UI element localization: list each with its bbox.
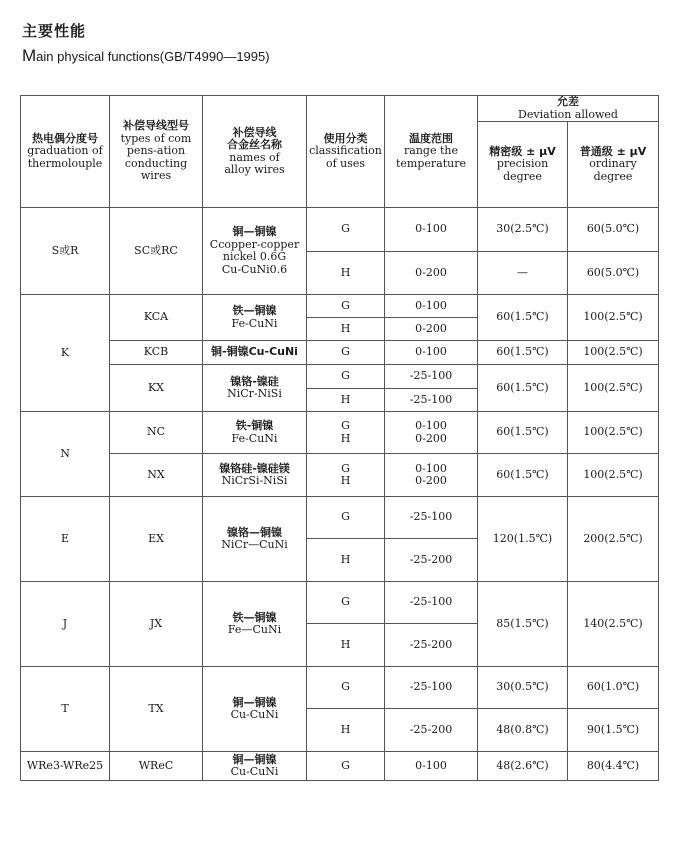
alloy-name-cell: 铁—铜镍 Fe-CuNi xyxy=(203,295,307,341)
title-en-capital: M xyxy=(22,46,37,65)
range-cell: -25-200 xyxy=(385,709,478,752)
alloy-name-cell: 镍铬—铜镍 NiCr—CuNi xyxy=(203,497,307,582)
ordinary-cell: 100(2.5℃) xyxy=(568,295,659,341)
type-cell: KCB xyxy=(110,341,203,365)
precision-cell: 60(1.5℃) xyxy=(478,412,568,454)
alloy-name-cell: 铁-铜镍 Fe-CuNi xyxy=(203,412,307,454)
ordinary-cell: 90(1.5℃) xyxy=(568,709,659,752)
header-names: 补偿导线 合金丝名称 names of alloy wires xyxy=(203,96,307,208)
graduation-cell: J xyxy=(21,582,110,667)
ordinary-cell: 100(2.5℃) xyxy=(568,365,659,412)
precision-cell: 30(2.5℃) xyxy=(478,208,568,252)
range-cell: -25-100 xyxy=(385,389,478,412)
alloy-name-cell: 镍铬硅-镍硅镁 NiCrSi-NiSi xyxy=(203,454,307,497)
range-cell: -25-100 xyxy=(385,365,478,389)
class-cell: G xyxy=(307,341,385,365)
precision-cell: 48(2.6℃) xyxy=(478,752,568,781)
ordinary-cell: 60(5.0℃) xyxy=(568,252,659,295)
class-cell: H xyxy=(307,539,385,582)
range-cell: 0-100 xyxy=(385,752,478,781)
range-cell: -25-200 xyxy=(385,539,478,582)
class-cell: G H xyxy=(307,412,385,454)
range-cell: 0-200 xyxy=(385,252,478,295)
table-row xyxy=(21,667,659,709)
ordinary-cell: 80(4.4℃) xyxy=(568,752,659,781)
table-row xyxy=(21,341,659,365)
header-classification: 使用分类 classification of uses xyxy=(307,96,385,208)
alloy-name-cell: 镍铬-镍硅 NiCr-NiSi xyxy=(203,365,307,412)
type-cell: NC xyxy=(110,412,203,454)
precision-cell: 60(1.5℃) xyxy=(478,365,568,412)
precision-cell: 30(0.5℃) xyxy=(478,667,568,709)
alloy-name-cell: 铜—铜镍 Cu-CuNi xyxy=(203,667,307,752)
type-cell: NX xyxy=(110,454,203,497)
type-cell: KCA xyxy=(110,295,203,341)
table-row xyxy=(21,208,659,252)
type-cell: JX xyxy=(110,582,203,667)
class-cell: G xyxy=(307,365,385,389)
type-cell: KX xyxy=(110,365,203,412)
precision-cell: 48(0.8℃) xyxy=(478,709,568,752)
graduation-cell: T xyxy=(21,667,110,752)
type-cell: WReC xyxy=(110,752,203,781)
graduation-cell: E xyxy=(21,497,110,582)
range-cell: 0-100 0-200 xyxy=(385,454,478,497)
class-cell: G H xyxy=(307,454,385,497)
header-graduation: 热电偶分度号 graduation of thermolouple xyxy=(21,96,110,208)
page-title-cn: 主要性能 xyxy=(22,22,87,40)
header-deviation: 允差 Deviation allowed xyxy=(478,96,659,122)
ordinary-cell: 60(1.0℃) xyxy=(568,667,659,709)
precision-cell: 60(1.5℃) xyxy=(478,454,568,497)
range-cell: -25-200 xyxy=(385,624,478,667)
precision-cell: 85(1.5℃) xyxy=(478,582,568,667)
ordinary-cell: 60(5.0℃) xyxy=(568,208,659,252)
header-ordinary: 普通级 ± μV ordinary degree xyxy=(568,122,659,208)
class-cell: H xyxy=(307,389,385,412)
class-cell: H xyxy=(307,709,385,752)
range-cell: 0-100 xyxy=(385,341,478,365)
class-cell: H xyxy=(307,318,385,341)
ordinary-cell: 100(2.5℃) xyxy=(568,341,659,365)
table-row xyxy=(21,365,659,389)
table-row xyxy=(21,582,659,624)
graduation-cell: K xyxy=(21,295,110,412)
graduation-cell: S或R xyxy=(21,208,110,295)
precision-cell: — xyxy=(478,252,568,295)
range-cell: 0-100 0-200 xyxy=(385,412,478,454)
thermocouple-spec-table xyxy=(20,95,659,781)
class-cell: G xyxy=(307,667,385,709)
ordinary-cell: 200(2.5℃) xyxy=(568,497,659,582)
page-title-en xyxy=(22,46,270,66)
type-cell: SC或RC xyxy=(110,208,203,295)
header-row-1 xyxy=(21,96,659,122)
header-types: 补偿导线型号 types of com pens-ation conducting wires xyxy=(110,96,203,208)
range-cell: -25-100 xyxy=(385,497,478,539)
table-row xyxy=(21,497,659,539)
class-cell: G xyxy=(307,295,385,318)
graduation-cell: WRe3-WRe25 xyxy=(21,752,110,781)
class-cell: H xyxy=(307,624,385,667)
ordinary-cell: 100(2.5℃) xyxy=(568,454,659,497)
class-cell: G xyxy=(307,582,385,624)
ordinary-cell: 140(2.5℃) xyxy=(568,582,659,667)
table-row xyxy=(21,295,659,318)
class-cell: G xyxy=(307,208,385,252)
precision-cell: 60(1.5℃) xyxy=(478,341,568,365)
table-row xyxy=(21,752,659,781)
table-row xyxy=(21,412,659,454)
alloy-name-cell: 铁—铜镍 Fe—CuNi xyxy=(203,582,307,667)
ordinary-cell: 100(2.5℃) xyxy=(568,412,659,454)
type-cell: TX xyxy=(110,667,203,752)
range-cell: -25-100 xyxy=(385,582,478,624)
class-cell: G xyxy=(307,497,385,539)
class-cell: H xyxy=(307,252,385,295)
title-en-rest: ain physical functions(GB/T4990—1995) xyxy=(36,49,270,64)
table-row xyxy=(21,454,659,497)
header-precision: 精密级 ± μV precision degree xyxy=(478,122,568,208)
header-range: 温度范围 range the temperature xyxy=(385,96,478,208)
range-cell: -25-100 xyxy=(385,667,478,709)
graduation-cell: N xyxy=(21,412,110,497)
precision-cell: 60(1.5℃) xyxy=(478,295,568,341)
range-cell: 0-100 xyxy=(385,295,478,318)
range-cell: 0-200 xyxy=(385,318,478,341)
alloy-name-cell: 铜—铜镍 Cu-CuNi xyxy=(203,752,307,781)
type-cell: EX xyxy=(110,497,203,582)
alloy-name-cell: 铜—铜镍 Ccopper-copper nickel 0.6G Cu-CuNi0.6 xyxy=(203,208,307,295)
alloy-name-cell: 铜-铜镍Cu-CuNi xyxy=(203,341,307,365)
precision-cell: 120(1.5℃) xyxy=(478,497,568,582)
class-cell: G xyxy=(307,752,385,781)
range-cell: 0-100 xyxy=(385,208,478,252)
